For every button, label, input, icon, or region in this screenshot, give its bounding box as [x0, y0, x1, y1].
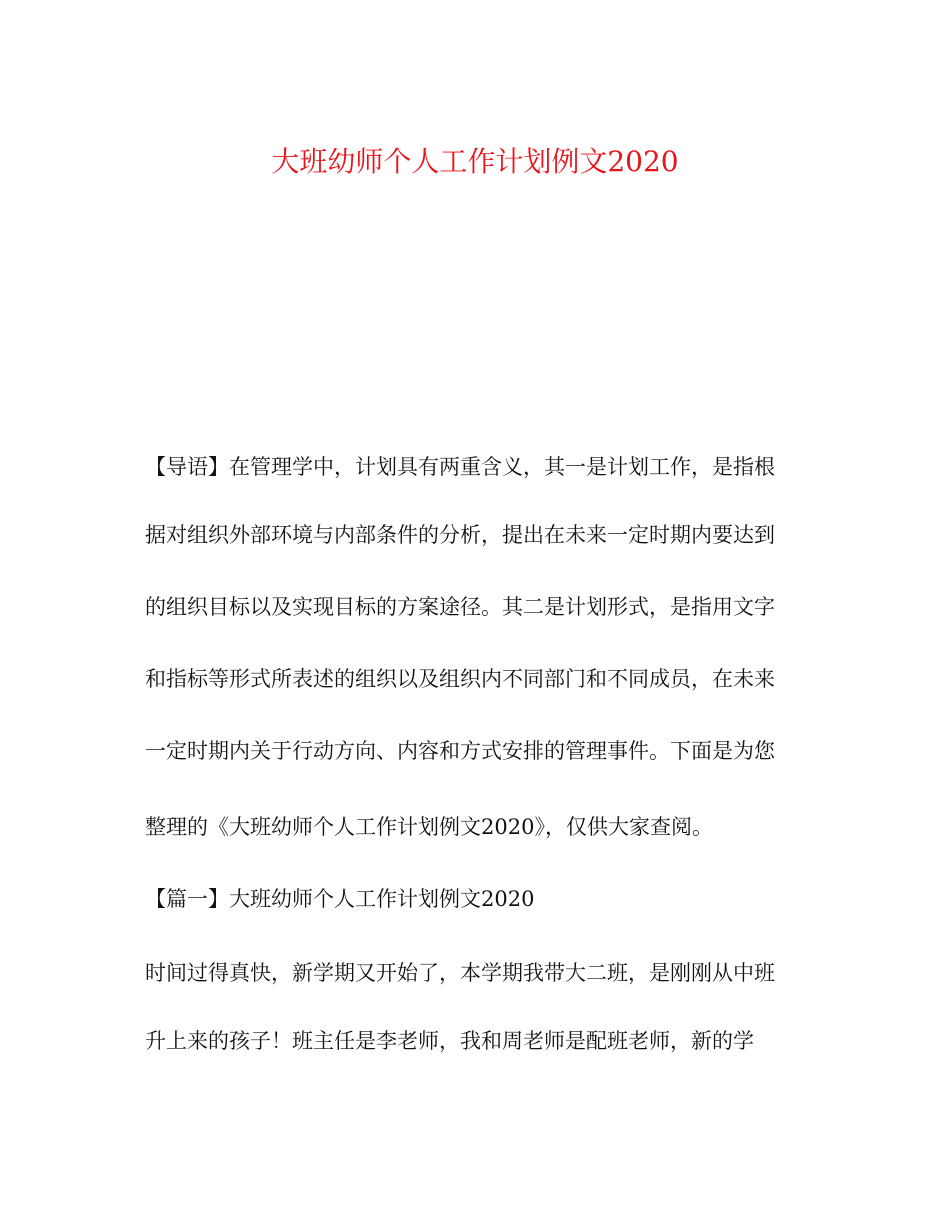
paragraph-line: 【导语】在管理学中，计划具有两重含义，其一是计划工作，是指根 [145, 455, 775, 479]
paragraph-line: 升上来的孩子！班主任是李老师，我和周老师是配班老师，新的学 [145, 1029, 754, 1053]
paragraph-line: 一定时期内关于行动方向、内容和方式安排的管理事件。下面是为您 [145, 739, 775, 763]
section-heading: 【篇一】大班幼师个人工作计划例文2020 [145, 887, 535, 911]
paragraph-line: 据对组织外部环境与内部条件的分析，提出在未来一定时期内要达到 [145, 523, 775, 547]
document-title: 大班幼师个人工作计划例文2020 [271, 145, 679, 178]
paragraph-line: 和指标等形式所表述的组织以及组织内不同部门和不同成员，在未来 [145, 667, 775, 691]
paragraph-line: 时间过得真快，新学期又开始了，本学期我带大二班，是刚刚从中班 [145, 961, 775, 985]
paragraph-line: 的组织目标以及实现目标的方案途径。其二是计划形式，是指用文字 [145, 595, 775, 619]
paragraph-line: 整理的《大班幼师个人工作计划例文2020》，仅供大家查阅。 [145, 815, 713, 839]
